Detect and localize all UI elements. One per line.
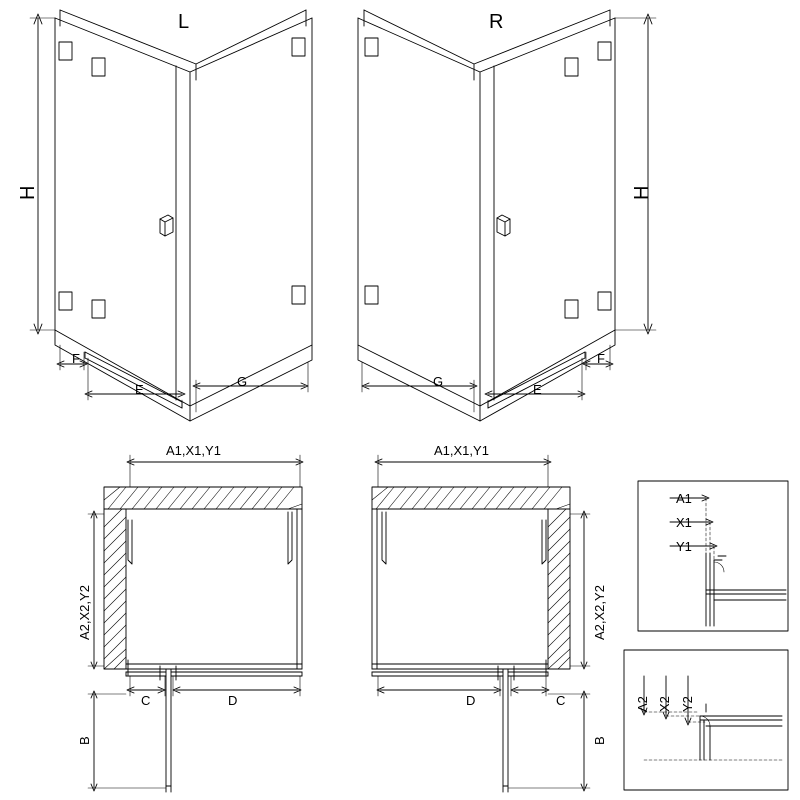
- door-large-label-right: D: [466, 693, 476, 708]
- depth-label-right: B: [592, 736, 607, 745]
- iso-left-handed-label: L: [178, 11, 190, 33]
- iso-right-handed-label: R: [489, 11, 504, 33]
- detail-x1-label: X1: [676, 515, 692, 530]
- detail-top-right: [638, 481, 788, 631]
- plan-top-label-left: A1,X1,Y1: [166, 443, 221, 458]
- iso-view-right: [358, 10, 656, 421]
- front-small-label-right: F: [597, 351, 605, 366]
- plan-view-right: [372, 455, 590, 792]
- detail-bottom-right: [624, 650, 788, 790]
- side-panel-label-right: G: [433, 374, 444, 389]
- detail-a2-label: A2: [635, 696, 650, 712]
- detail-a1-label: A1: [676, 491, 692, 506]
- door-large-label-left: D: [228, 693, 238, 708]
- front-small-label-left: F: [72, 351, 80, 366]
- plan-view-left: [88, 455, 303, 792]
- depth-label-left: B: [77, 736, 92, 745]
- door-small-label-left: C: [141, 693, 151, 708]
- plan-top-label-right: A1,X1,Y1: [434, 443, 489, 458]
- plan-side-label-right: A2,X2,Y2: [592, 585, 607, 640]
- front-door-label-left: E: [135, 382, 144, 397]
- plan-side-label-left: A2,X2,Y2: [77, 585, 92, 640]
- detail-y1-label: Y1: [676, 539, 692, 554]
- detail-x2-label: X2: [657, 696, 672, 712]
- height-label-right: H: [631, 185, 653, 200]
- side-panel-label-left: G: [237, 374, 248, 389]
- door-small-label-right: C: [556, 693, 566, 708]
- height-label-left: H: [17, 185, 39, 200]
- front-door-label-right: E: [533, 382, 542, 397]
- detail-y2-label: Y2: [680, 696, 695, 712]
